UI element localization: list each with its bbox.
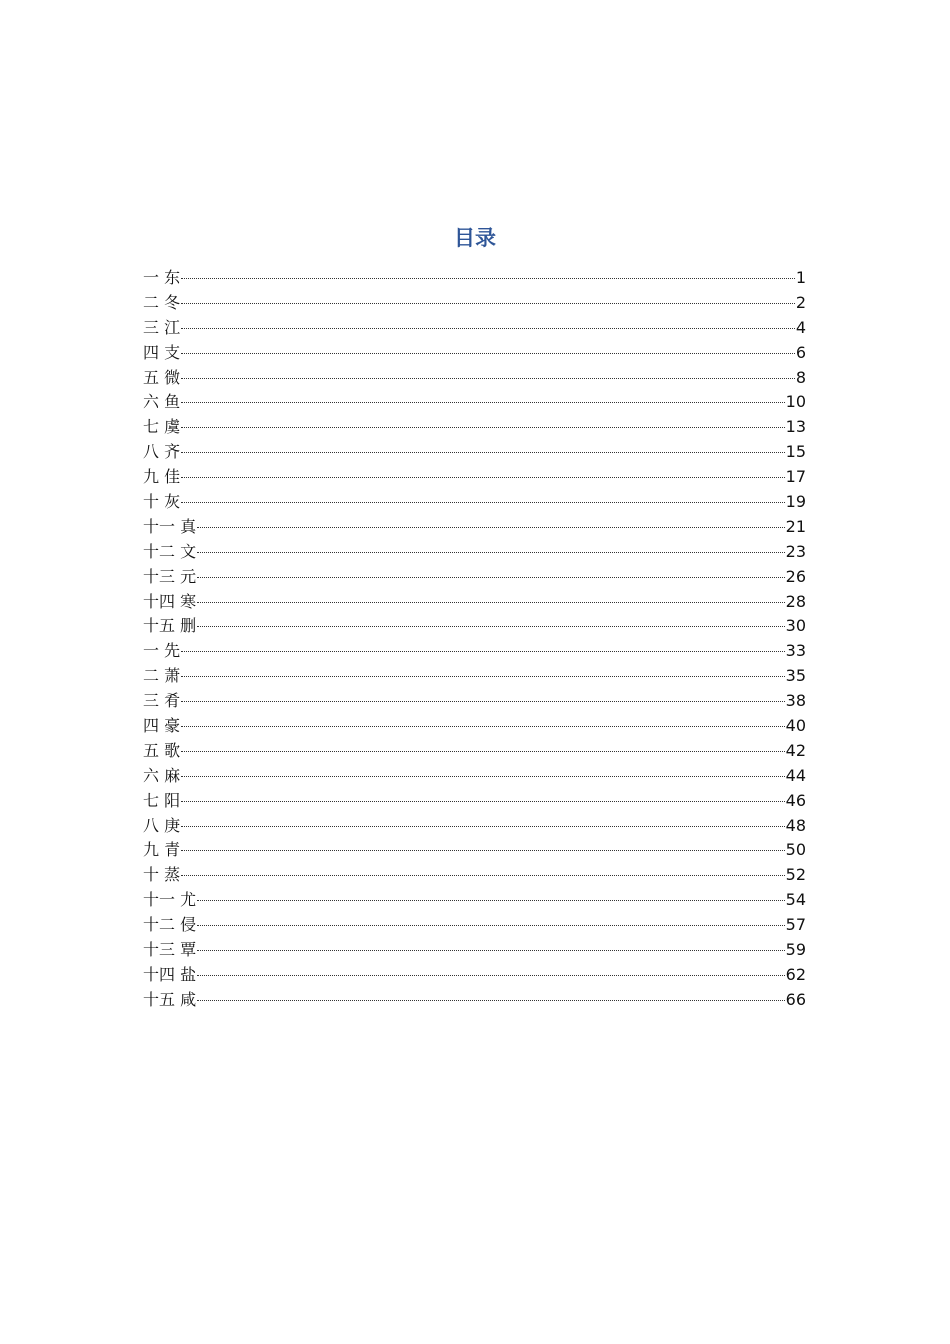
toc-entry-page-number: 46 — [785, 790, 806, 810]
toc-entry[interactable] — [143, 838, 806, 863]
toc-entry[interactable] — [143, 565, 806, 590]
toc-dot-leader — [181, 427, 785, 428]
toc-entry-label: 十一 真 — [143, 516, 197, 536]
toc-entry[interactable] — [143, 266, 806, 291]
toc-entry-page-number: 30 — [785, 616, 806, 636]
toc-entry[interactable] — [143, 913, 806, 938]
toc-dot-leader — [181, 726, 785, 727]
toc-entry[interactable] — [143, 316, 806, 341]
toc-dot-leader — [181, 477, 785, 478]
toc-entry-label: 十三 元 — [143, 566, 197, 586]
toc-dot-leader — [197, 626, 785, 627]
toc-entry[interactable] — [143, 938, 806, 963]
toc-dot-leader — [181, 402, 785, 403]
toc-entry-page-number: 28 — [785, 591, 806, 611]
toc-entry[interactable] — [143, 590, 806, 615]
toc-entry-label: 八 齐 — [143, 442, 181, 462]
toc-entry-page-number: 33 — [785, 641, 806, 661]
toc-entry[interactable] — [143, 764, 806, 789]
toc-entry-page-number: 19 — [785, 492, 806, 512]
toc-dot-leader — [181, 328, 795, 329]
toc-entry[interactable] — [143, 789, 806, 814]
toc-dot-leader — [181, 502, 785, 503]
toc-dot-leader — [181, 378, 795, 379]
toc-entry-page-number: 15 — [785, 442, 806, 462]
toc-title: 目录 — [454, 226, 496, 250]
toc-entry[interactable] — [143, 515, 806, 540]
toc-entry[interactable] — [143, 689, 806, 714]
toc-entry-page-number: 35 — [785, 666, 806, 686]
toc-entry[interactable] — [143, 366, 806, 391]
toc-entry[interactable] — [143, 814, 806, 839]
toc-dot-leader — [181, 801, 785, 802]
toc-entry[interactable] — [143, 739, 806, 764]
toc-entry[interactable] — [143, 639, 806, 664]
toc-entry-page-number: 38 — [785, 691, 806, 711]
toc-dot-leader — [181, 676, 785, 677]
toc-entry[interactable] — [143, 390, 806, 415]
toc-entry-label: 五 歌 — [143, 740, 181, 760]
toc-dot-leader — [181, 701, 785, 702]
toc-entry-label: 三 肴 — [143, 691, 181, 711]
toc-entry-label: 一 先 — [143, 641, 181, 661]
toc-entry-label: 十四 寒 — [143, 591, 197, 611]
toc-entry-page-number: 4 — [795, 317, 806, 337]
toc-entry-page-number: 66 — [785, 989, 806, 1009]
toc-dot-leader — [181, 353, 795, 354]
toc-entry-page-number: 8 — [795, 367, 806, 387]
toc-entry-label: 九 青 — [143, 840, 181, 860]
toc-entry-label: 十三 覃 — [143, 940, 197, 960]
toc-entry-label: 四 支 — [143, 342, 181, 362]
toc-entry[interactable] — [143, 863, 806, 888]
toc-entry-page-number: 21 — [785, 516, 806, 536]
toc-entry[interactable] — [143, 614, 806, 639]
toc-entry[interactable] — [143, 888, 806, 913]
toc-dot-leader — [197, 527, 785, 528]
toc-entry-label: 三 江 — [143, 317, 181, 337]
toc-entry-page-number: 42 — [785, 740, 806, 760]
toc-entry[interactable] — [143, 341, 806, 366]
toc-dot-leader — [181, 452, 785, 453]
toc-entry-page-number: 1 — [795, 268, 806, 287]
toc-dot-leader — [197, 900, 785, 901]
toc-entry-label: 六 鱼 — [143, 392, 181, 412]
toc-entry-page-number: 54 — [785, 890, 806, 910]
toc-entry[interactable] — [143, 490, 806, 515]
toc-entry[interactable] — [143, 440, 806, 465]
toc-entry-label: 一 东 — [143, 268, 181, 287]
toc-dot-leader — [197, 577, 785, 578]
table-of-contents — [143, 266, 806, 1013]
toc-entry-page-number: 10 — [785, 392, 806, 412]
toc-entry-page-number: 26 — [785, 566, 806, 586]
toc-entry[interactable] — [143, 714, 806, 739]
toc-entry[interactable] — [143, 465, 806, 490]
toc-entry[interactable] — [143, 664, 806, 689]
toc-entry-label: 五 微 — [143, 367, 181, 387]
toc-entry-page-number: 2 — [795, 292, 806, 312]
toc-entry[interactable] — [143, 963, 806, 988]
toc-dot-leader — [197, 1000, 785, 1001]
toc-entry-page-number: 44 — [785, 765, 806, 785]
toc-entry[interactable] — [143, 415, 806, 440]
toc-dot-leader — [197, 602, 785, 603]
toc-entry-label: 八 庚 — [143, 815, 181, 835]
toc-entry-page-number: 62 — [785, 964, 806, 984]
toc-entry-label: 十五 咸 — [143, 989, 197, 1009]
toc-entry-label: 十四 盐 — [143, 964, 197, 984]
toc-dot-leader — [181, 651, 785, 652]
toc-dot-leader — [181, 850, 785, 851]
toc-entry-label: 十二 侵 — [143, 915, 197, 935]
toc-entry-label: 二 冬 — [143, 292, 181, 312]
toc-entry[interactable] — [143, 540, 806, 565]
toc-entry-page-number: 40 — [785, 716, 806, 736]
toc-dot-leader — [197, 950, 785, 951]
toc-dot-leader — [181, 826, 785, 827]
toc-entry-label: 十二 文 — [143, 541, 197, 561]
toc-dot-leader — [197, 925, 785, 926]
toc-entry-page-number: 50 — [785, 840, 806, 860]
toc-entry-label: 九 佳 — [143, 467, 181, 487]
toc-entry-label: 七 虞 — [143, 417, 181, 437]
toc-entry-page-number: 48 — [785, 815, 806, 835]
toc-entry-label: 十 灰 — [143, 492, 181, 512]
toc-entry-page-number: 59 — [785, 940, 806, 960]
toc-dot-leader — [181, 278, 795, 279]
toc-dot-leader — [181, 303, 795, 304]
toc-dot-leader — [181, 751, 785, 752]
toc-entry-label: 七 阳 — [143, 790, 181, 810]
toc-entry-label: 二 萧 — [143, 666, 181, 686]
toc-dot-leader — [197, 552, 785, 553]
toc-entry-page-number: 23 — [785, 541, 806, 561]
toc-entry-page-number: 57 — [785, 915, 806, 935]
toc-entry-page-number: 17 — [785, 467, 806, 487]
toc-entry-label: 十一 尤 — [143, 890, 197, 910]
toc-dot-leader — [181, 875, 785, 876]
toc-entry-label: 十五 删 — [143, 616, 197, 636]
toc-entry-page-number: 6 — [795, 342, 806, 362]
toc-entry-label: 六 麻 — [143, 765, 181, 785]
toc-entry-page-number: 13 — [785, 417, 806, 437]
toc-dot-leader — [181, 776, 785, 777]
toc-entry[interactable] — [143, 988, 806, 1013]
toc-entry-label: 四 豪 — [143, 716, 181, 736]
toc-dot-leader — [197, 975, 785, 976]
toc-entry-page-number: 52 — [785, 865, 806, 885]
toc-entry[interactable] — [143, 291, 806, 316]
toc-entry-label: 十 蒸 — [143, 865, 181, 885]
